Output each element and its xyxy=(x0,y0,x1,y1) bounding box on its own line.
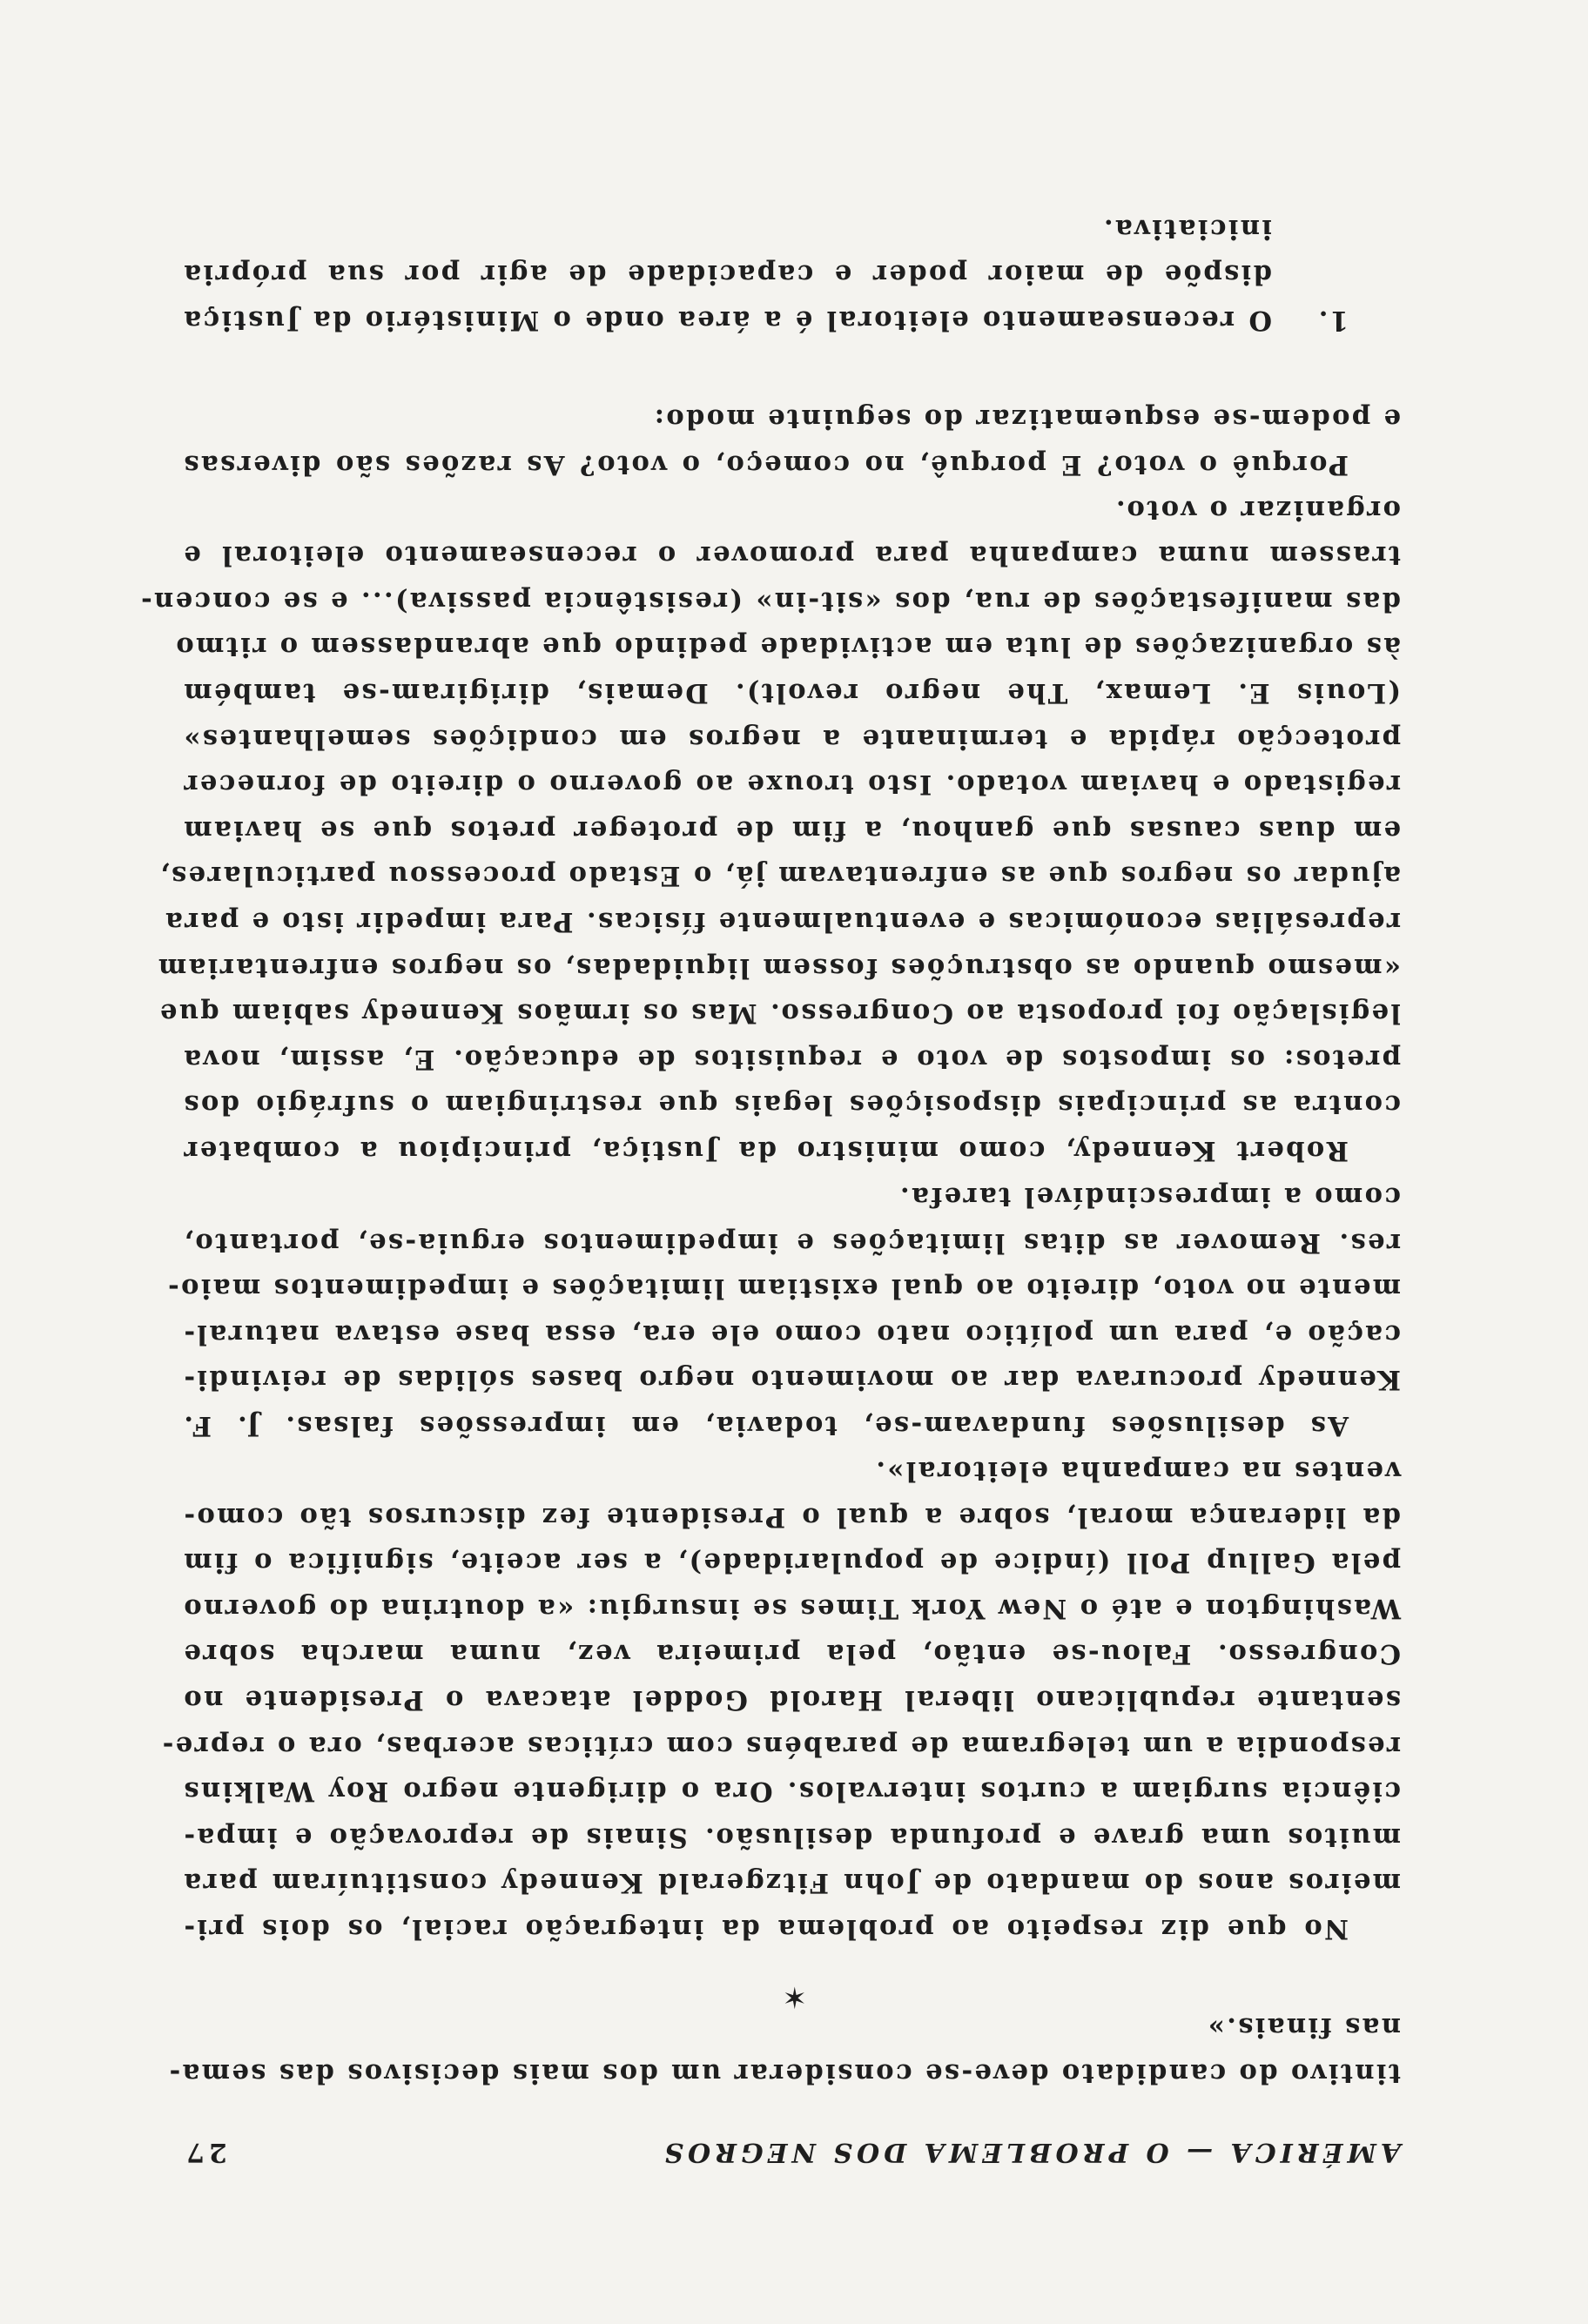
running-title: AMÉRICA — O PROBLEMA DOS NEGROS xyxy=(660,2137,1401,2167)
text-line: mente no voto, direito ao qual existiam limitações e impedimentos maio- xyxy=(165,1273,1401,1305)
text-line: Washington e até o New York Times se insurgiu: «a doutrina do governo xyxy=(182,1592,1401,1624)
text-line: pela Gallup Poll (índice de popularidade), a ser aceite, significa o fim xyxy=(182,1547,1401,1579)
text-line: protecção rápida e terminante a negros em condições semelhantes» xyxy=(182,722,1401,755)
text-line: O recenseamento eleitoral é a área onde o Ministério da Justiça xyxy=(182,305,1272,336)
paragraph-1 xyxy=(160,1447,1401,1951)
paragraph-2 xyxy=(165,1173,1401,1448)
text-line: nas finais.» xyxy=(1206,2012,1401,2044)
text-line: das manifestações de rua, dos «sit-in» (resistência passiva)... e se concen- xyxy=(138,585,1401,617)
text-line: «mesmo quando as obstruções fossem liquidadas, os negros enfrentariam xyxy=(156,951,1401,984)
text-line: da liderança moral, sobre a qual o Presidente fez discursos tão como- xyxy=(182,1501,1401,1533)
text-line: res. Remover as ditas limitações e impedimentos erguia-se, portanto, xyxy=(182,1226,1401,1259)
text-line: ajudar os negros que as enfrentavam já, o Estado processou particulares, xyxy=(158,860,1401,892)
section-separator-star: ✶ xyxy=(782,1979,807,2014)
text-line: As desilusões fundavam-se, todavia, em impressões falsas. J. F. xyxy=(182,1410,1349,1441)
text-line: represálias económicas e eventualmente físicas. Para impedir isto e para xyxy=(163,906,1401,938)
text-line: Porquê o voto? E porquê, no começo, o voto? As razões são diversas xyxy=(182,449,1349,480)
text-line: Kennedy procurava dar ao movimento negro bases sólidas de reivindi- xyxy=(182,1364,1401,1396)
text-line: trassem numa campanha para promover o recenseamento eleitoral e xyxy=(182,540,1401,572)
text-line: Congresso. Falou-se então, pela primeira vez, numa marcha sobre xyxy=(182,1638,1401,1670)
text-line: No que diz respeito ao problema da integração racial, os dois pri- xyxy=(182,1913,1349,1945)
text-line: registado e haviam votado. Isto trouxe ao governo o direito de fornecer xyxy=(182,769,1401,801)
list-item-number: 1. xyxy=(1316,305,1349,336)
text-line: respondia a um telegrama de parabéns com críticas acerbas, ora o repre- xyxy=(160,1730,1401,1762)
text-line: ventes na campanha eleitoral». xyxy=(873,1455,1401,1488)
text-line: muitos uma grave e profunda desilusão. Sinais de reprovação e impa- xyxy=(182,1821,1401,1853)
paragraph-3 xyxy=(138,487,1401,1173)
text-line: pretos: os impostos de voto e requisitos de educação. E, assim, nova xyxy=(182,1043,1401,1075)
text-line: e podem-se esquematizar do seguinte modo: xyxy=(652,403,1401,435)
list-item-1 xyxy=(182,205,1401,343)
text-line: Robert Kennedy, como ministro da Justiça, principiou a combater xyxy=(182,1135,1349,1166)
text-line: sentante republicano liberal Harold Goddel atacava o Presidente no xyxy=(182,1684,1401,1716)
running-header xyxy=(182,2137,1401,2167)
text-line: em duas causas que ganhou, a fim de proteger pretos que se haviam xyxy=(182,814,1401,846)
text-line: iniciativa. xyxy=(1101,212,1272,245)
top-paragraph xyxy=(167,2005,1401,2096)
text-line: legislação foi proposta ao Congresso. Mas os irmãos Kennedy sabiam que xyxy=(158,997,1401,1030)
text-line: organizar o voto. xyxy=(1114,494,1401,526)
text-line: dispõe de maior poder e capacidade de agir por sua própria xyxy=(182,259,1272,291)
page-number: 27 xyxy=(182,2137,227,2167)
text-line: ciência surgiam a curtos intervalos. Ora o dirigente negro Roy Walkins xyxy=(182,1776,1401,1808)
paragraph-4 xyxy=(182,396,1401,487)
text-line: tintivo do candidato deve-se considerar um dos mais decisivos das sema- xyxy=(167,2058,1401,2089)
text-line: (Louis E. Lemax, The negro revolt). Demais, dirigiram-se também xyxy=(182,677,1401,709)
text-line: como a imprescindível tarefa. xyxy=(898,1181,1401,1213)
text-line: às organizações de luta em actividade pedindo que abrandassem o ritmo xyxy=(173,631,1401,663)
text-line: meiros anos do mandato de John Fitzgerald Kennedy constituíram para xyxy=(182,1867,1401,1899)
text-line: cação e, para um político nato como ele era, essa base estava natural- xyxy=(182,1318,1401,1350)
text-line: contra as principais disposições legais que restringiam o sufrágio dos xyxy=(182,1089,1401,1121)
list-item-text xyxy=(182,205,1401,343)
